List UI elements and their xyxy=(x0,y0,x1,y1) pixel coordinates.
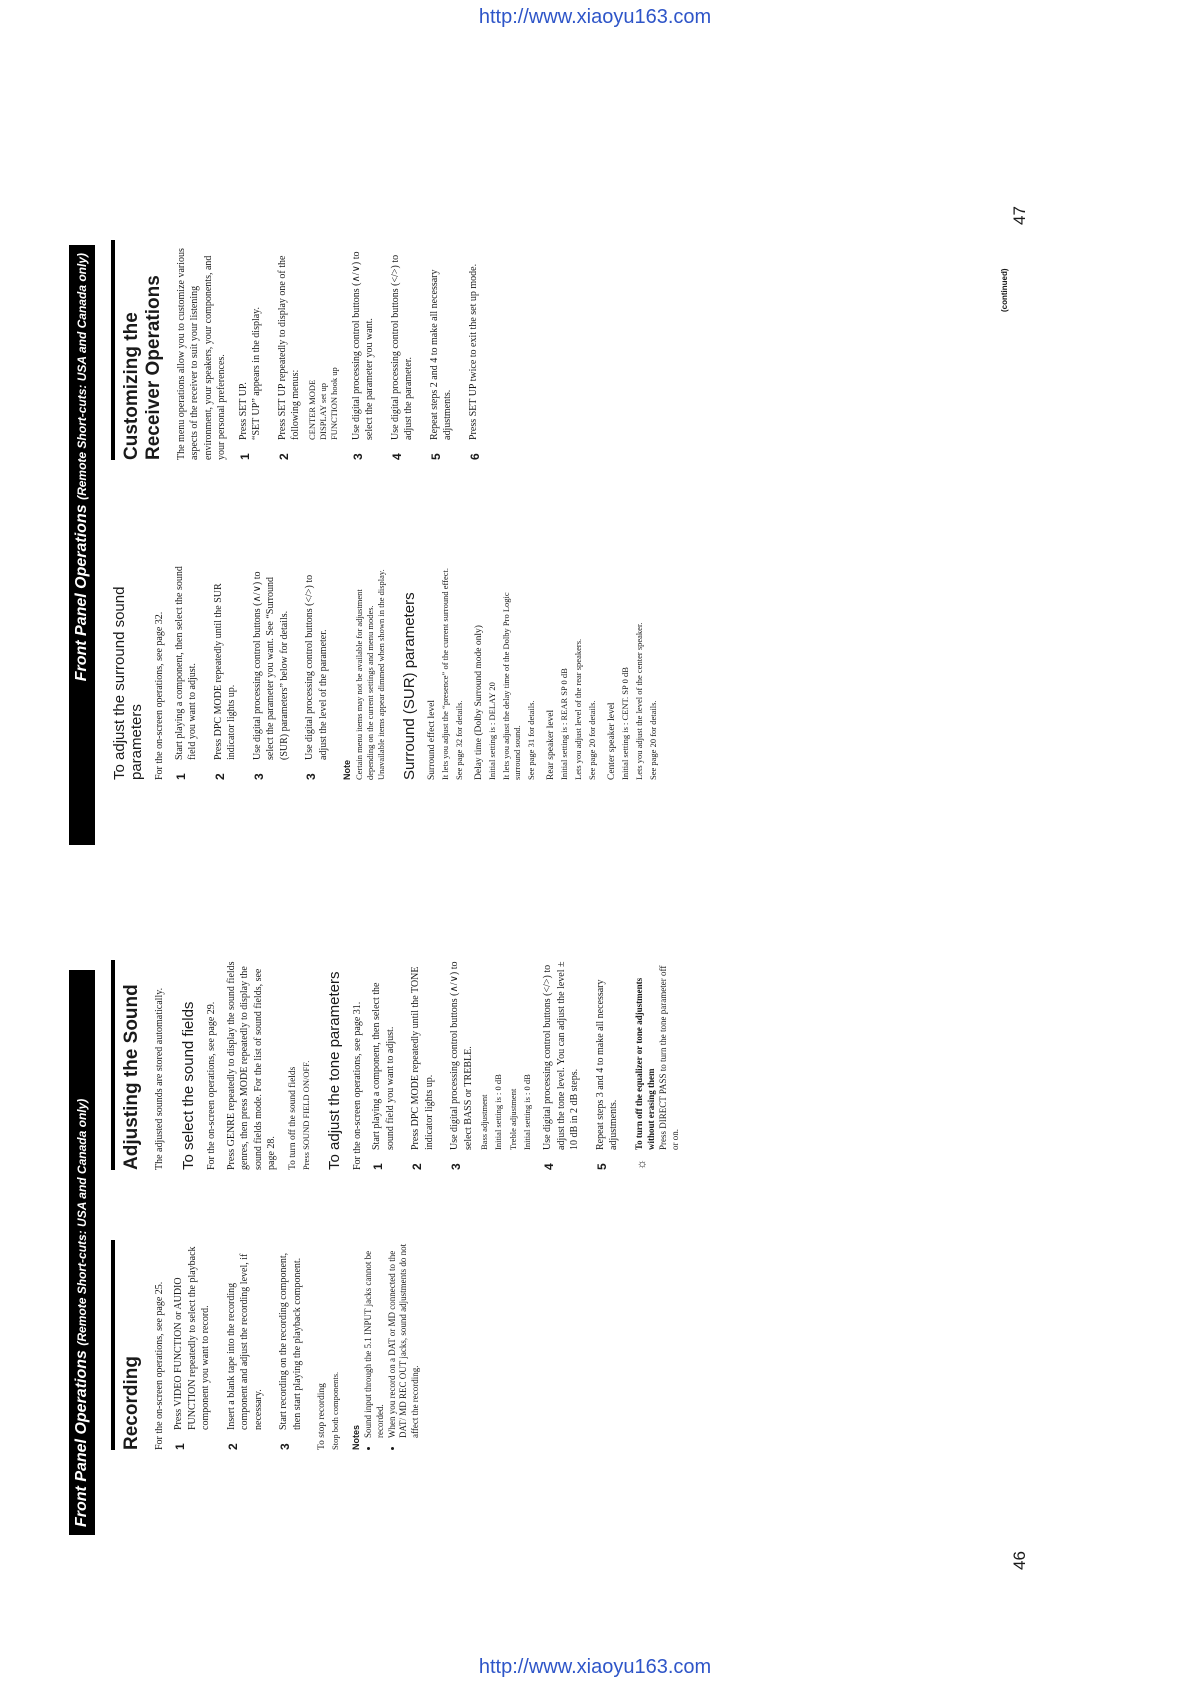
tone-options xyxy=(479,960,533,1150)
sound-fields-off-heading: To turn off the sound fields xyxy=(287,1066,298,1170)
recording-title: Recording xyxy=(121,1356,142,1450)
section-banner-right xyxy=(69,245,95,845)
customizing-title: Customizing the Receiver Operations xyxy=(121,275,164,460)
adjusting-title: Adjusting the Sound xyxy=(121,984,142,1170)
surround-section xyxy=(111,565,662,780)
delay-see: See page 31 for details. xyxy=(526,700,536,780)
customizing-section xyxy=(111,240,495,460)
menu-item: CENTER MODE xyxy=(306,379,317,440)
customizing-step: 5 Repeat steps 2 and 4 to make all necessary adjustments. xyxy=(428,269,454,460)
effect-text: It lets you adjust the “presence” of the current surround effect. xyxy=(439,567,450,780)
menu-item: FUNCTION hook up xyxy=(328,367,339,440)
section-rule xyxy=(111,960,115,1170)
section-banner-left xyxy=(69,970,95,1535)
delay-label: Delay time (Dolby Surround mode only) xyxy=(474,625,485,780)
recording-step: 3 Start recording on the recording component, then start playing the playback component. xyxy=(278,1252,303,1450)
adjusting-intro: The adjusted sounds are stored automatically. xyxy=(153,987,165,1170)
tone-step: 2 Press DPC MODE repeatedly until the TONE indicator lights up. xyxy=(410,966,435,1170)
customizing-step: 2 Press SET UP repeatedly to display one of the following menus: xyxy=(276,255,302,460)
tone-step: 4 Use digital processing control buttons (</>) to adjust the tone level. You can adjust the level ± 10 dB in 2 dB steps. xyxy=(542,961,581,1170)
recording-intro: For the on-screen operations, see page 25. xyxy=(153,1281,165,1450)
surround-intro: For the on-screen operations, see page 32. xyxy=(154,611,165,780)
tone-step: 3 Use digital processing control buttons (∧/∨) to select BASS or TREBLE. xyxy=(449,961,474,1170)
center-text: Lets you adjust the level of the center speaker. xyxy=(633,622,644,780)
bass-initial: Initial setting is : 0 dB xyxy=(493,1074,504,1150)
effect-label: Surround effect level xyxy=(427,699,438,780)
notes-list xyxy=(363,1240,421,1450)
note-text: Certain menu items may not be available for adjustment depending on the current settings and menu modes. Unavailable items appear dimmed when shown in the display. xyxy=(354,569,387,780)
watermark-url-bottom[interactable]: http://www.xiaoyu163.com xyxy=(478,1656,712,1678)
banner-main-text: Front Panel Operations xyxy=(73,1350,90,1527)
customizing-step: 3 Use digital processing control buttons (∧/∨) to select the parameter you want. xyxy=(350,251,376,460)
bass-label: Bass adjustment xyxy=(479,1094,490,1150)
center-label: Center speaker level xyxy=(607,702,617,780)
page-number-right: 47 xyxy=(1010,206,1029,225)
treble-initial: Initial setting is : 0 dB xyxy=(522,1074,533,1150)
watermark-url-top[interactable]: http://www.xiaoyu163.com xyxy=(478,6,712,28)
menu-list xyxy=(307,240,340,440)
rear-label: Rear speaker level xyxy=(546,709,557,780)
note-heading: Note xyxy=(342,760,352,780)
adjusting-section xyxy=(111,960,693,1170)
effect-see: See page 32 for details. xyxy=(454,700,464,780)
center-see: See page 20 for details. xyxy=(647,700,658,780)
sound-fields-heading: To select the sound fields xyxy=(180,1001,198,1170)
surround-step: 3 Use digital processing control buttons (∧/∨) to select the parameter you want. See “Surround (SUR) parameters” below for details. xyxy=(251,571,290,780)
continued-label: (continued) xyxy=(1000,268,1009,312)
customizing-step: 4 Use digital processing control buttons (</>) to adjust the parameter. xyxy=(389,254,415,460)
customizing-step: 6 Press SET UP twice to exit the set up mode. xyxy=(467,263,482,460)
tone-intro: For the on-screen operations, see page 31. xyxy=(351,1001,363,1170)
sur-params-heading: Surround (SUR) parameters xyxy=(401,592,419,780)
banner-sub-text: (Remote Short-cuts: USA and Canada only) xyxy=(75,253,89,500)
surround-heading: To adjust the surround sound parameters xyxy=(111,586,145,780)
surround-step: 2 Press DPC MODE repeatedly until the SUR indicator lights up. xyxy=(212,583,237,780)
recording-step: 2 Insert a blank tape into the recording component and adjust the recording level, if necessary. xyxy=(225,1253,264,1450)
notes-heading: Notes xyxy=(351,1424,362,1450)
tip-heading: To turn off the equalizer or tone adjustments without erasing them xyxy=(633,977,657,1150)
surround-step: 3 Use digital processing control buttons (</>) to adjust the level of the parameter. xyxy=(304,574,329,780)
tone-heading: To adjust the tone parameters xyxy=(325,971,343,1170)
sound-fields-text: Press GENRE repeatedly to display the sound fields genres, then press MODE repeatedly to display the sound fields mode. For the list of sound fields, see page 28. xyxy=(225,961,278,1170)
tone-step: 1 Start playing a component, then select the sound field you want to adjust. xyxy=(371,982,396,1170)
tip-block xyxy=(633,960,682,1170)
stop-recording-heading: To stop recording xyxy=(317,1383,328,1450)
sound-fields-off-text: Press SOUND FIELD ON/OFF. xyxy=(300,1060,311,1170)
page-number-left: 46 xyxy=(1010,1551,1029,1570)
tip-text: Press DIRECT PASS to turn the tone parameter off or on. xyxy=(658,965,681,1150)
customizing-step: 1 Press SET UP. “SET UP” appears in the display. xyxy=(237,306,263,460)
center-initial: Initial setting is : CENT. SP 0 dB xyxy=(619,667,630,780)
stop-recording-text: Stop both components. xyxy=(330,1371,341,1450)
surround-step: 1 Start playing a component, then select the sound field you want to adjust. xyxy=(173,566,198,780)
section-rule xyxy=(111,1240,115,1450)
sound-fields-intro: For the on-screen operations, see page 29. xyxy=(206,1001,218,1170)
customizing-intro: The menu operations allow you to customize various aspects of the receiver to suit your listening environment, your speakers, your components, and your personal preferences. xyxy=(175,248,228,460)
recording-section xyxy=(111,1240,422,1450)
recording-step: 1 Press VIDEO FUNCTION or AUDIO FUNCTION repeatedly to select the playback component you want to record. xyxy=(173,1246,212,1450)
rear-initial: Initial setting is : REAR SP 0 dB xyxy=(558,668,569,780)
rotated-manual-spread xyxy=(45,190,1085,1570)
menu-item: DISPLAY set up xyxy=(317,383,328,440)
note-item: • When you record on a DAT or MD connected to the DAT/ MD REC OUT jacks, sound adjustments do not affect the recording. xyxy=(387,1240,422,1438)
tone-step: 5 Repeat steps 3 and 4 to make all necessary adjustments. xyxy=(594,979,620,1170)
delay-initial: Initial setting is : DELAY 20 xyxy=(486,682,497,780)
banner-sub-text: (Remote Short-cuts: USA and Canada only) xyxy=(75,1098,89,1346)
rear-text: Lets you adjust level of the rear speakers. xyxy=(572,638,583,780)
section-rule xyxy=(111,240,115,460)
delay-text: It lets you adjust the delay time of the Dolby Pro Logic surround sound. xyxy=(500,592,522,780)
tip-icon: ☼ xyxy=(633,1159,648,1170)
treble-label: Treble adjustment xyxy=(508,1088,519,1150)
banner-main-text: Front Panel Operations xyxy=(73,504,90,682)
note-item: • Sound input through the 5.1 INPUT jacks cannot be recorded. xyxy=(363,1240,386,1438)
rear-see: See page 20 for details. xyxy=(586,700,597,780)
